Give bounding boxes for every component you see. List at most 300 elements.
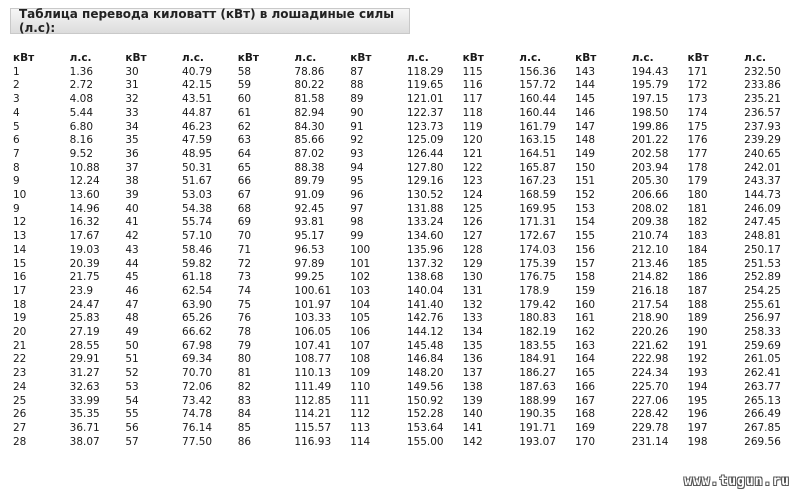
cell-kw: 44 [125,257,139,270]
cell-kw: 129 [462,257,483,270]
cell-kw: 154 [575,216,596,229]
cell-kw: 14 [13,243,27,256]
header-kw: кВт [237,52,259,64]
table-row [13,340,800,354]
cell-kw: 175 [687,120,708,133]
cell-hp: 156.36 [519,65,557,78]
cell-hp: 161.79 [519,120,557,133]
cell-hp: 191.71 [519,421,557,434]
cell-hp: 27.19 [69,326,100,339]
cell-hp: 265.13 [744,394,781,407]
cell-kw: 41 [125,216,139,229]
cell-kw: 5 [13,120,20,133]
cell-kw: 97 [350,202,364,215]
cell-hp: 187.63 [519,380,557,393]
cell-hp: 97.89 [294,257,325,270]
cell-hp: 62.54 [182,284,213,297]
cell-kw: 159 [575,284,596,297]
cell-hp: 164.51 [519,147,557,160]
header-hp: л.с. [406,52,429,64]
cell-kw: 47 [125,298,139,311]
cell-kw: 56 [125,421,139,434]
cell-hp: 77.50 [182,435,213,448]
cell-hp: 144.73 [744,189,781,202]
cell-hp: 91.09 [294,189,325,202]
cell-kw: 168 [575,408,596,421]
cell-hp: 9.52 [69,147,94,160]
cell-hp: 88.38 [294,161,325,174]
cell-hp: 138.68 [406,271,444,284]
conversion-table [13,52,800,449]
cell-kw: 193 [687,367,708,380]
cell-kw: 161 [575,312,596,325]
cell-kw: 192 [687,353,708,366]
cell-hp: 174.03 [519,243,557,256]
cell-hp: 8.16 [69,134,94,147]
cell-kw: 106 [350,326,371,339]
cell-kw: 183 [687,230,708,243]
cell-hp: 157.72 [519,79,557,92]
cell-hp: 182.19 [519,326,557,339]
cell-kw: 62 [237,120,252,133]
cell-kw: 6 [13,134,20,147]
cell-hp: 227.06 [631,394,669,407]
cell-kw: 4 [13,106,20,119]
cell-kw: 104 [350,298,371,311]
cell-hp: 266.49 [744,408,781,421]
cell-kw: 38 [125,175,139,188]
cell-hp: 80.22 [294,79,325,92]
cell-kw: 67 [237,189,252,202]
cell-kw: 101 [350,257,371,270]
cell-kw: 42 [125,230,139,243]
cell-kw: 128 [462,243,483,256]
cell-kw: 144 [575,79,596,92]
cell-kw: 84 [237,408,252,421]
cell-kw: 173 [687,93,708,106]
cell-kw: 164 [575,353,596,366]
cell-kw: 139 [462,394,483,407]
cell-hp: 142.76 [406,312,444,325]
cell-kw: 105 [350,312,371,325]
table-row [13,367,800,381]
cell-hp: 118.29 [406,65,444,78]
table-row [13,326,800,340]
header-hp: л.с. [744,52,767,64]
cell-kw: 116 [462,79,483,92]
cell-kw: 32 [125,93,139,106]
table-row [13,395,800,409]
cell-kw: 141 [462,421,483,434]
cell-kw: 169 [575,421,596,434]
cell-kw: 48 [125,312,139,325]
cell-hp: 1.36 [69,65,94,78]
cell-hp: 225.70 [631,380,669,393]
cell-hp: 5.44 [69,106,94,119]
cell-kw: 119 [462,120,483,133]
cell-hp: 44.87 [182,106,213,119]
cell-kw: 125 [462,202,483,215]
cell-hp: 119.65 [406,79,444,92]
cell-hp: 228.42 [631,408,669,421]
cell-hp: 160.44 [519,93,557,106]
cell-kw: 140 [462,408,483,421]
cell-hp: 10.88 [69,161,100,174]
cell-hp: 229.78 [631,421,669,434]
cell-hp: 70.70 [182,367,213,380]
cell-kw: 91 [350,120,364,133]
cell-hp: 14.96 [69,202,100,215]
cell-kw: 15 [13,257,27,270]
cell-kw: 88 [350,79,364,92]
cell-kw: 37 [125,161,139,174]
cell-hp: 137.32 [406,257,444,270]
table-row [13,230,800,244]
cell-hp: 4.08 [69,93,94,106]
cell-hp: 254.25 [744,284,781,297]
cell-kw: 24 [13,380,27,393]
cell-kw: 107 [350,339,371,352]
cell-kw: 150 [575,161,596,174]
cell-kw: 100 [350,243,371,256]
cell-hp: 210.74 [631,230,669,243]
cell-kw: 40 [125,202,139,215]
cell-kw: 60 [237,93,252,106]
cell-hp: 93.81 [294,216,325,229]
header-kw: кВт [687,52,709,64]
cell-hp: 165.87 [519,161,557,174]
cell-kw: 188 [687,298,708,311]
cell-hp: 216.18 [631,284,669,297]
cell-kw: 68 [237,202,252,215]
cell-kw: 122 [462,161,483,174]
cell-hp: 195.79 [631,79,669,92]
cell-hp: 24.47 [69,298,100,311]
cell-kw: 34 [125,120,139,133]
table-row [13,203,800,217]
cell-kw: 57 [125,435,139,448]
watermark: www.tugun.ru [684,474,790,489]
cell-kw: 189 [687,312,708,325]
cell-kw: 21 [13,339,27,352]
header-kw: кВт [462,52,484,64]
cell-hp: 67.98 [182,339,213,352]
cell-kw: 130 [462,271,483,284]
table-row [13,66,800,80]
cell-kw: 156 [575,243,596,256]
cell-kw: 187 [687,284,708,297]
cell-hp: 214.82 [631,271,669,284]
cell-kw: 185 [687,257,708,270]
cell-kw: 46 [125,284,139,297]
cell-kw: 151 [575,175,596,188]
cell-hp: 133.24 [406,216,444,229]
cell-hp: 85.66 [294,134,325,147]
cell-kw: 58 [237,65,252,78]
cell-kw: 108 [350,353,371,366]
header-hp: л.с. [69,52,92,64]
cell-hp: 194.43 [631,65,669,78]
cell-hp: 123.73 [406,120,444,133]
cell-kw: 50 [125,339,139,352]
cell-hp: 20.39 [69,257,100,270]
cell-kw: 196 [687,408,708,421]
cell-hp: 2.72 [69,79,94,92]
cell-hp: 29.91 [69,353,100,366]
cell-kw: 75 [237,298,252,311]
cell-kw: 54 [125,394,139,407]
cell-kw: 117 [462,93,483,106]
cell-kw: 146 [575,106,596,119]
cell-kw: 53 [125,380,139,393]
cell-hp: 115.57 [294,421,332,434]
cell-hp: 59.82 [182,257,213,270]
cell-hp: 40.79 [182,65,213,78]
cell-kw: 13 [13,230,27,243]
cell-hp: 160.44 [519,106,557,119]
cell-hp: 47.59 [182,134,213,147]
cell-kw: 153 [575,202,596,215]
cell-kw: 69 [237,216,252,229]
cell-kw: 102 [350,271,371,284]
table-row [13,107,800,121]
cell-kw: 90 [350,106,364,119]
cell-kw: 145 [575,93,596,106]
cell-kw: 65 [237,161,252,174]
cell-kw: 179 [687,175,708,188]
table-row [13,436,800,450]
cell-kw: 78 [237,326,252,339]
table-row [13,148,800,162]
cell-kw: 36 [125,147,139,160]
cell-hp: 232.50 [744,65,781,78]
cell-kw: 52 [125,367,139,380]
cell-kw: 194 [687,380,708,393]
cell-kw: 61 [237,106,252,119]
table-row [13,258,800,272]
cell-kw: 72 [237,257,252,270]
cell-kw: 115 [462,65,483,78]
cell-hp: 135.96 [406,243,444,256]
cell-hp: 50.31 [182,161,213,174]
cell-kw: 157 [575,257,596,270]
cell-hp: 233.86 [744,79,781,92]
cell-kw: 112 [350,408,371,421]
cell-hp: 213.46 [631,257,669,270]
cell-kw: 27 [13,421,27,434]
cell-hp: 240.65 [744,147,781,160]
cell-kw: 81 [237,367,252,380]
cell-hp: 58.46 [182,243,213,256]
cell-hp: 217.54 [631,298,669,311]
cell-kw: 118 [462,106,483,119]
cell-hp: 131.88 [406,202,444,215]
cell-hp: 89.79 [294,175,325,188]
cell-hp: 46.23 [182,120,213,133]
cell-kw: 132 [462,298,483,311]
cell-hp: 184.91 [519,353,557,366]
cell-kw: 123 [462,175,483,188]
cell-kw: 64 [237,147,252,160]
cell-kw: 71 [237,243,252,256]
cell-hp: 66.62 [182,326,213,339]
cell-kw: 138 [462,380,483,393]
cell-kw: 20 [13,326,27,339]
cell-kw: 191 [687,339,708,352]
cell-hp: 269.56 [744,435,781,448]
cell-hp: 148.20 [406,367,444,380]
cell-hp: 222.98 [631,353,669,366]
cell-kw: 8 [13,161,20,174]
cell-hp: 96.53 [294,243,325,256]
cell-hp: 261.05 [744,353,781,366]
cell-kw: 43 [125,243,139,256]
cell-hp: 172.67 [519,230,557,243]
cell-hp: 106.05 [294,326,332,339]
cell-hp: 150.92 [406,394,444,407]
cell-hp: 221.62 [631,339,669,352]
table-row [13,175,800,189]
cell-kw: 9 [13,202,20,215]
cell-kw: 26 [13,408,27,421]
cell-hp: 246.09 [744,202,781,215]
cell-hp: 129.16 [406,175,444,188]
cell-hp: 218.90 [631,312,669,325]
cell-kw: 49 [125,326,139,339]
cell-hp: 107.41 [294,339,332,352]
cell-hp: 48.95 [182,147,213,160]
cell-kw: 180 [687,189,708,202]
cell-kw: 167 [575,394,596,407]
cell-hp: 145.48 [406,339,444,352]
cell-kw: 126 [462,216,483,229]
cell-hp: 208.02 [631,202,669,215]
cell-kw: 152 [575,189,596,202]
cell-hp: 202.58 [631,147,669,160]
cell-hp: 262.41 [744,367,781,380]
cell-hp: 231.14 [631,435,669,448]
cell-hp: 212.10 [631,243,669,256]
cell-kw: 59 [237,79,252,92]
cell-hp: 149.56 [406,380,444,393]
cell-kw: 51 [125,353,139,366]
cell-hp: 73.42 [182,394,213,407]
cell-kw: 63 [237,134,252,147]
table-row [13,216,800,230]
table-row [13,271,800,285]
table-row [13,353,800,367]
cell-kw: 96 [350,189,364,202]
table-row [13,134,800,148]
cell-kw: 70 [237,230,252,243]
cell-kw: 120 [462,134,483,147]
cell-kw: 83 [237,394,252,407]
cell-hp: 256.97 [744,312,781,325]
cell-kw: 80 [237,353,252,366]
cell-hp: 205.30 [631,175,669,188]
cell-kw: 22 [13,353,27,366]
cell-kw: 74 [237,284,252,297]
cell-hp: 110.13 [294,367,332,380]
cell-kw: 16 [13,271,27,284]
cell-hp: 247.45 [744,216,781,229]
cell-hp: 55.74 [182,216,213,229]
cell-hp: 65.26 [182,312,213,325]
table-row [13,285,800,299]
cell-kw: 166 [575,380,596,393]
cell-hp: 84.30 [294,120,325,133]
table-row [13,79,800,93]
cell-hp: 250.17 [744,243,781,256]
cell-hp: 248.81 [744,230,781,243]
cell-hp: 19.03 [69,243,100,256]
cell-kw: 35 [125,134,139,147]
cell-hp: 28.55 [69,339,100,352]
cell-kw: 55 [125,408,139,421]
table-row [13,189,800,203]
table-row [13,381,800,395]
cell-hp: 78.86 [294,65,325,78]
cell-hp: 122.37 [406,106,444,119]
cell-hp: 114.21 [294,408,332,421]
cell-kw: 89 [350,93,364,106]
cell-kw: 155 [575,230,596,243]
cell-hp: 163.15 [519,134,557,147]
table-row [13,121,800,135]
cell-hp: 180.83 [519,312,557,325]
table-row [13,422,800,436]
cell-kw: 195 [687,394,708,407]
cell-hp: 112.85 [294,394,332,407]
cell-hp: 199.86 [631,120,669,133]
table-row [13,312,800,326]
cell-hp: 134.60 [406,230,444,243]
cell-kw: 124 [462,189,483,202]
cell-hp: 61.18 [182,271,213,284]
cell-kw: 95 [350,175,364,188]
cell-hp: 141.40 [406,298,444,311]
cell-hp: 144.12 [406,326,444,339]
cell-hp: 203.94 [631,161,669,174]
cell-kw: 136 [462,353,483,366]
cell-hp: 198.50 [631,106,669,119]
cell-kw: 135 [462,339,483,352]
cell-hp: 121.01 [406,93,444,106]
cell-hp: 38.07 [69,435,100,448]
cell-hp: 171.31 [519,216,557,229]
cell-kw: 182 [687,216,708,229]
cell-kw: 114 [350,435,371,448]
cell-hp: 186.27 [519,367,557,380]
cell-hp: 92.45 [294,202,325,215]
cell-kw: 170 [575,435,596,448]
cell-hp: 190.35 [519,408,557,421]
cell-hp: 178.9 [519,284,550,297]
cell-hp: 35.35 [69,408,100,421]
cell-hp: 243.37 [744,175,781,188]
table-row [13,299,800,313]
cell-hp: 167.23 [519,175,557,188]
cell-hp: 183.55 [519,339,557,352]
cell-hp: 130.52 [406,189,444,202]
cell-hp: 116.93 [294,435,332,448]
cell-kw: 92 [350,134,364,147]
cell-hp: 267.85 [744,421,781,434]
cell-hp: 42.15 [182,79,213,92]
cell-kw: 113 [350,421,371,434]
header-hp: л.с. [631,52,654,64]
cell-hp: 209.38 [631,216,669,229]
